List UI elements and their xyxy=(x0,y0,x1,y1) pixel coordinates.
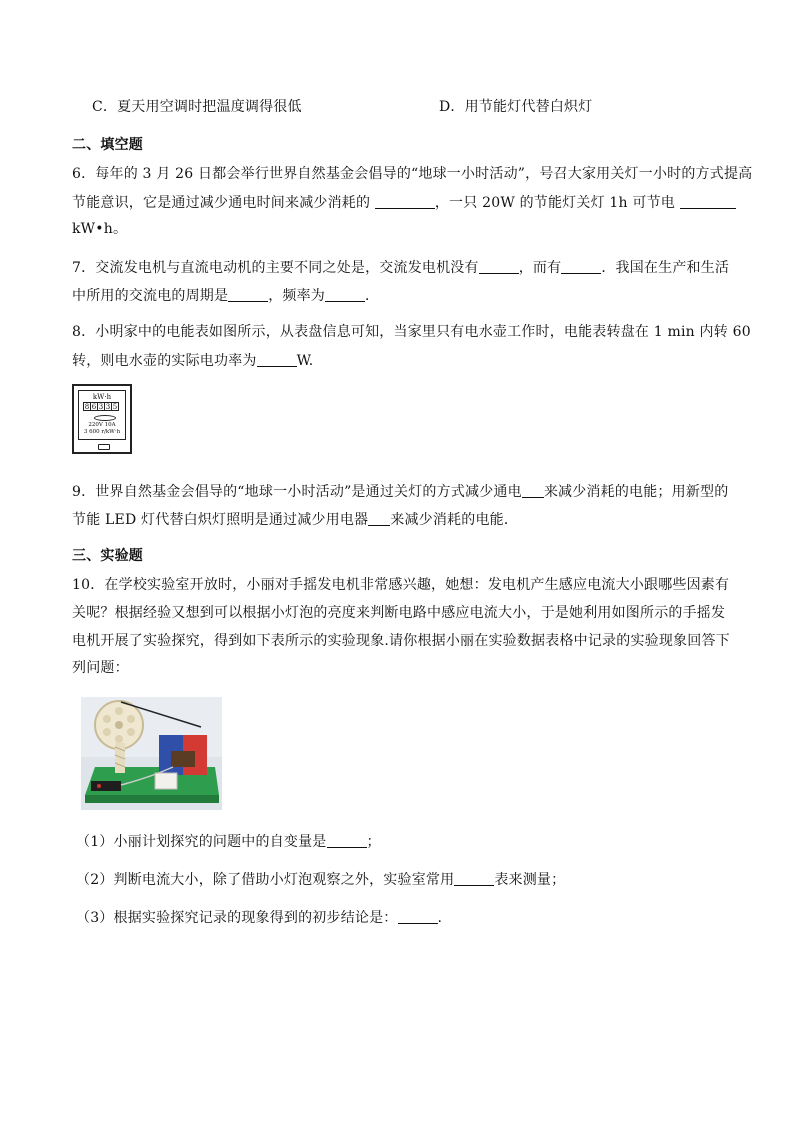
meter-unit-label: kW·h xyxy=(92,393,112,401)
meter-digit: 6 xyxy=(91,403,97,411)
sub-question-2 xyxy=(76,869,565,889)
q8-text-b: W. xyxy=(296,353,314,369)
meter-rating: 220V 10A xyxy=(88,422,116,428)
meter-terminal-icon xyxy=(98,444,110,450)
meter-face xyxy=(78,390,126,440)
q6-text-b: ，一只 20W 的节能灯关灯 1h 可节电 xyxy=(434,195,675,211)
section-heading-experiment: 三、实验题 xyxy=(72,548,143,564)
options-row xyxy=(92,96,593,116)
q7-blank-3[interactable] xyxy=(228,287,268,302)
q9-blank-1[interactable] xyxy=(522,483,544,498)
question-7-line-1 xyxy=(72,257,729,277)
meter-digit: 5 xyxy=(112,403,118,411)
q8-blank-1[interactable] xyxy=(257,352,297,367)
question-6-line-2 xyxy=(72,192,736,212)
q7-text-f: ． xyxy=(365,288,380,304)
q9-text-a: 9．世界自然基金会倡导的“地球一小时活动”是通过关灯的方式减少通电 xyxy=(72,484,522,500)
question-10-line-2: 关呢？根据经验又想到可以根据小灯泡的亮度来判断电路中感应电流大小，于是她利用如图所示的手摇发 xyxy=(72,605,726,621)
meter-disc-icon xyxy=(94,415,116,421)
option-c: C．夏天用空调时把温度调得很低 xyxy=(92,99,302,115)
electricity-meter-figure xyxy=(72,384,132,454)
q7-blank-2[interactable] xyxy=(561,259,601,274)
q7-blank-1[interactable] xyxy=(479,259,519,274)
sub3-text-b: . xyxy=(437,910,443,926)
q7-blank-4[interactable] xyxy=(325,287,365,302)
question-10-line-1: 10．在学校实验室开放时，小丽对手摇发电机非常感兴趣，她想：发电机产生感应电流大小跟哪些因素有 xyxy=(72,577,730,593)
question-7-line-2 xyxy=(72,285,379,305)
sub2-blank[interactable] xyxy=(454,871,494,886)
question-8-line-2 xyxy=(72,350,313,370)
question-9-line-2 xyxy=(72,509,518,529)
q8-text-a: 转，则电水壶的实际电功率为 xyxy=(72,353,257,369)
question-9-line-1 xyxy=(72,481,728,501)
q9-text-b: 来减少消耗的电能；用新型的 xyxy=(543,484,729,500)
sub1-text-a: （1）小丽计划探究的问题中的自变量是 xyxy=(76,834,327,850)
sub3-blank[interactable] xyxy=(398,909,438,924)
q6-blank-1[interactable] xyxy=(375,194,435,209)
meter-constant: 3 600 r/kW·h xyxy=(83,429,121,435)
q7-text-a: 7．交流发电机与直流电动机的主要不同之处是，交流发电机没有 xyxy=(72,260,479,276)
sub2-text-a: （2）判断电流大小，除了借助小灯泡观察之外，实验室常用 xyxy=(76,872,455,888)
q9-text-c: 节能 LED 灯代替白炽灯照明是通过减少用电器 xyxy=(72,512,369,528)
meter-digit: 3 xyxy=(105,403,111,411)
sub-question-3 xyxy=(76,907,442,927)
sub1-blank[interactable] xyxy=(327,833,367,848)
question-6-line-3: kW•h。 xyxy=(72,221,128,237)
option-d: D．用节能灯代替白炽灯 xyxy=(439,99,593,115)
question-10-line-4: 列问题： xyxy=(72,660,129,676)
q7-text-b: ，而有 xyxy=(518,260,562,276)
q7-text-c: ．我国在生产和生活 xyxy=(601,260,730,276)
hand-generator-photo xyxy=(81,697,222,810)
question-10-line-3: 电机开展了实验探究，得到如下表所示的实验现象.请你根据小丽在实验数据表格中记录的实验现象回答下 xyxy=(72,633,730,649)
question-6-line-1: 6．每年的 3 月 26 日都会举行世界自然基金会倡导的“地球一小时活动”，号召大家用关灯一小时的方式提高 xyxy=(72,166,753,182)
sub2-text-b: 表来测量； xyxy=(494,872,566,888)
q7-text-d: 中所用的交流电的周期是 xyxy=(72,288,229,304)
sub1-text-b: ； xyxy=(366,834,381,850)
section-heading-fill-blank: 二、填空题 xyxy=(72,137,143,153)
sub-question-1 xyxy=(76,831,381,851)
q9-blank-2[interactable] xyxy=(368,511,390,526)
q6-text-a: 节能意识，它是通过减少通电时间来减少消耗的 xyxy=(72,195,371,211)
q7-text-e: ，频率为 xyxy=(268,288,326,304)
q6-blank-2[interactable] xyxy=(680,194,736,209)
meter-digit: 8 xyxy=(84,403,90,411)
meter-digits xyxy=(83,402,118,411)
sub3-text-a: （3）根据实验探究记录的现象得到的初步结论是： xyxy=(76,910,398,926)
meter-digit: 3 xyxy=(98,403,104,411)
q9-text-d: 来减少消耗的电能． xyxy=(390,512,519,528)
question-8-line-1: 8．小明家中的电能表如图所示，从表盘信息可知，当家里只有电水壶工作时，电能表转盘在 1 min 内转 60 xyxy=(72,324,751,340)
